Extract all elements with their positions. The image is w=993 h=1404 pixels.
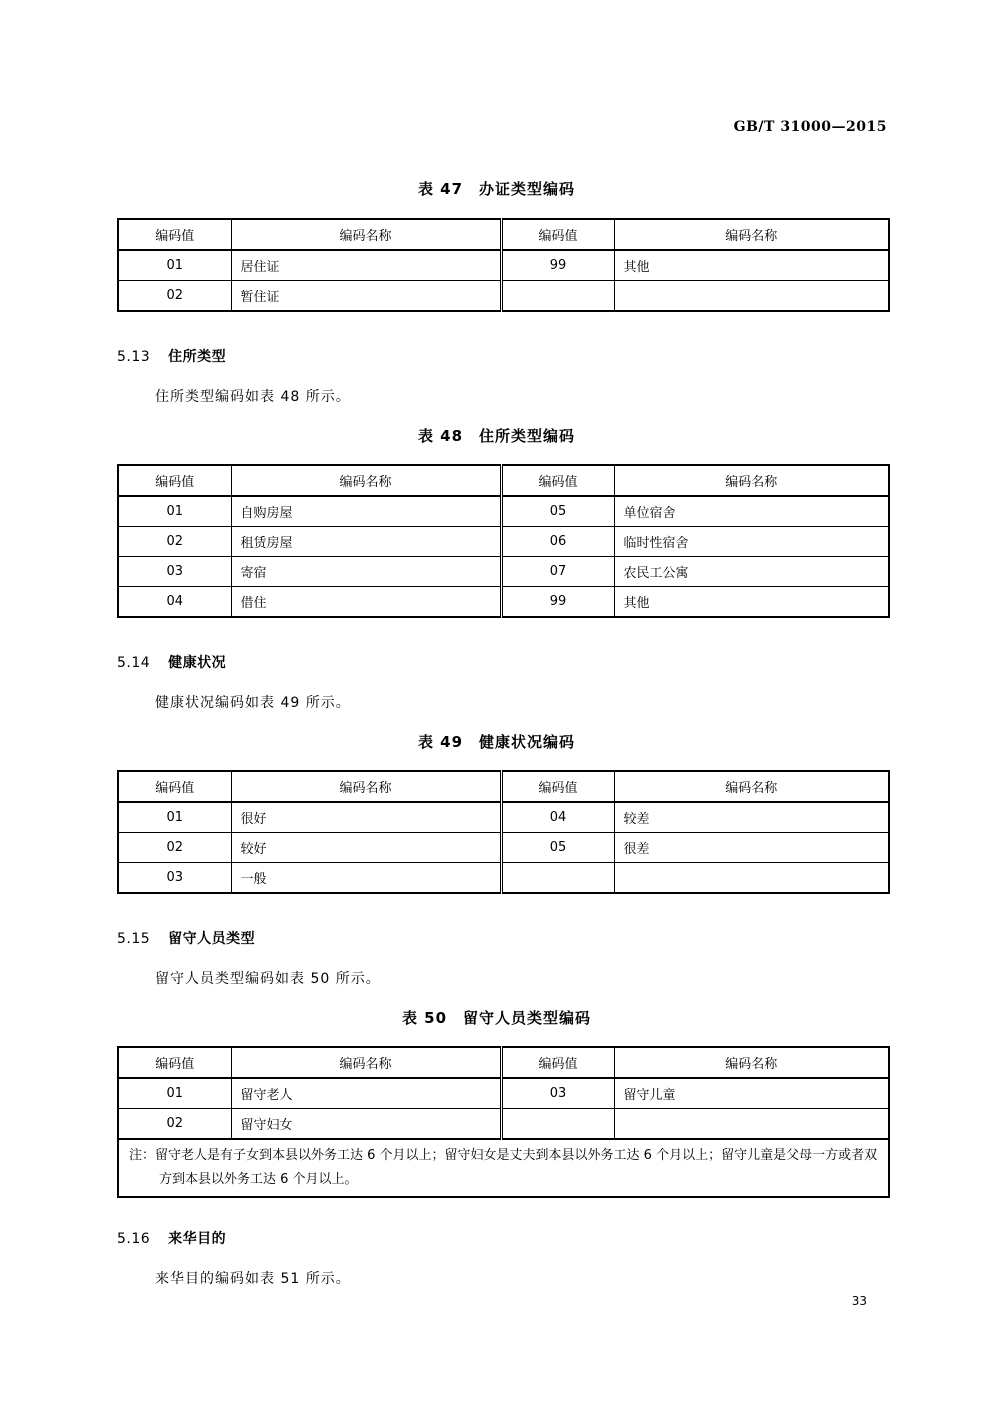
table-row <box>118 863 889 894</box>
name-cell: 居住证 <box>231 250 501 281</box>
code-cell: 01 <box>118 250 231 281</box>
name-cell <box>614 281 889 312</box>
code-cell: 01 <box>118 802 231 833</box>
table-header-row <box>118 771 889 802</box>
code-cell: 04 <box>501 802 614 833</box>
table-row <box>118 833 889 863</box>
name-cell: 农民工公寓 <box>614 557 889 587</box>
name-cell: 较好 <box>231 833 501 863</box>
column-header-name: 编码名称 <box>614 219 889 250</box>
name-cell <box>614 863 889 894</box>
name-cell: 暂住证 <box>231 281 501 312</box>
table-48-caption: 表 48 住所类型编码 <box>417 427 576 445</box>
section-5-13-heading <box>117 346 226 366</box>
section-5-14-heading <box>117 652 226 672</box>
name-cell: 临时性宿舍 <box>614 527 889 557</box>
section-title: 健康状况 <box>168 655 227 671</box>
table-49-caption: 表 49 健康状况编码 <box>417 733 576 751</box>
name-cell: 借住 <box>231 587 501 618</box>
table-header-row <box>118 1047 889 1078</box>
table-header-row <box>118 219 889 250</box>
name-cell <box>614 1109 889 1140</box>
code-cell: 06 <box>501 527 614 557</box>
name-cell: 单位宿舍 <box>614 496 889 527</box>
section-5-15-heading <box>117 928 255 948</box>
standard-number: GB/T 31000—2015 <box>733 119 887 135</box>
section-title: 住所类型 <box>168 349 227 365</box>
section-5-14-text: 健康状况编码如表 49 所示。 <box>155 695 351 711</box>
code-cell: 07 <box>501 557 614 587</box>
name-cell: 自购房屋 <box>231 496 501 527</box>
column-header-code: 编码值 <box>501 771 614 802</box>
column-header-name: 编码名称 <box>231 771 501 802</box>
section-5-16-heading <box>117 1228 226 1248</box>
table-row <box>118 1078 889 1109</box>
name-cell: 一般 <box>231 863 501 894</box>
name-cell: 留守儿童 <box>614 1078 889 1109</box>
column-header-code: 编码值 <box>118 1047 231 1078</box>
code-cell: 05 <box>501 496 614 527</box>
table-47-caption: 表 47 办证类型编码 <box>417 180 576 198</box>
column-header-name: 编码名称 <box>614 1047 889 1078</box>
code-cell: 02 <box>118 833 231 863</box>
code-cell: 03 <box>501 1078 614 1109</box>
column-header-name: 编码名称 <box>231 465 501 496</box>
section-number: 5.13 <box>117 349 151 365</box>
section-title: 留守人员类型 <box>168 931 256 947</box>
name-cell: 留守妇女 <box>231 1109 501 1140</box>
section-5-16-text: 来华目的编码如表 51 所示。 <box>155 1271 351 1287</box>
code-cell <box>501 863 614 894</box>
code-cell: 02 <box>118 281 231 312</box>
table-47 <box>117 218 890 312</box>
table-50-caption: 表 50 留守人员类型编码 <box>401 1009 592 1027</box>
table-header-row <box>118 465 889 496</box>
code-cell: 01 <box>118 1078 231 1109</box>
table-row <box>118 527 889 557</box>
table-note-row <box>118 1139 889 1197</box>
column-header-name: 编码名称 <box>231 219 501 250</box>
column-header-name: 编码名称 <box>614 771 889 802</box>
code-cell: 99 <box>501 587 614 618</box>
code-cell: 05 <box>501 833 614 863</box>
code-cell <box>501 1109 614 1140</box>
code-cell: 01 <box>118 496 231 527</box>
name-cell: 很好 <box>231 802 501 833</box>
name-cell: 其他 <box>614 587 889 618</box>
table-49 <box>117 770 890 894</box>
code-cell: 03 <box>118 863 231 894</box>
column-header-name: 编码名称 <box>614 465 889 496</box>
table-row <box>118 496 889 527</box>
code-cell: 03 <box>118 557 231 587</box>
table-50 <box>117 1046 890 1198</box>
code-cell <box>501 281 614 312</box>
name-cell: 寄宿 <box>231 557 501 587</box>
column-header-code: 编码值 <box>501 1047 614 1078</box>
table-row <box>118 802 889 833</box>
table-row <box>118 250 889 281</box>
section-5-15-text: 留守人员类型编码如表 50 所示。 <box>155 971 381 987</box>
code-cell: 02 <box>118 527 231 557</box>
name-cell: 很差 <box>614 833 889 863</box>
name-cell: 其他 <box>614 250 889 281</box>
page-number: 33 <box>851 1294 867 1308</box>
section-number: 5.14 <box>117 655 151 671</box>
section-5-13-text: 住所类型编码如表 48 所示。 <box>155 389 351 405</box>
code-cell: 02 <box>118 1109 231 1140</box>
table-note: 注：留守老人是有子女到本县以外务工达 6 个月以上；留守妇女是丈夫到本县以外务工达 6 个月以上；留守儿童是父母一方或者双方到本县以外务工达 6 个月以上。 <box>118 1139 889 1197</box>
section-title: 来华目的 <box>168 1231 227 1247</box>
section-number: 5.16 <box>117 1231 151 1247</box>
code-cell: 99 <box>501 250 614 281</box>
table-48 <box>117 464 890 618</box>
column-header-name: 编码名称 <box>231 1047 501 1078</box>
code-cell: 04 <box>118 587 231 618</box>
column-header-code: 编码值 <box>118 771 231 802</box>
table-row <box>118 1109 889 1140</box>
table-row <box>118 557 889 587</box>
name-cell: 较差 <box>614 802 889 833</box>
section-number: 5.15 <box>117 931 151 947</box>
name-cell: 租赁房屋 <box>231 527 501 557</box>
table-row <box>118 281 889 312</box>
name-cell: 留守老人 <box>231 1078 501 1109</box>
column-header-code: 编码值 <box>118 219 231 250</box>
column-header-code: 编码值 <box>501 465 614 496</box>
column-header-code: 编码值 <box>118 465 231 496</box>
column-header-code: 编码值 <box>501 219 614 250</box>
table-row <box>118 587 889 618</box>
